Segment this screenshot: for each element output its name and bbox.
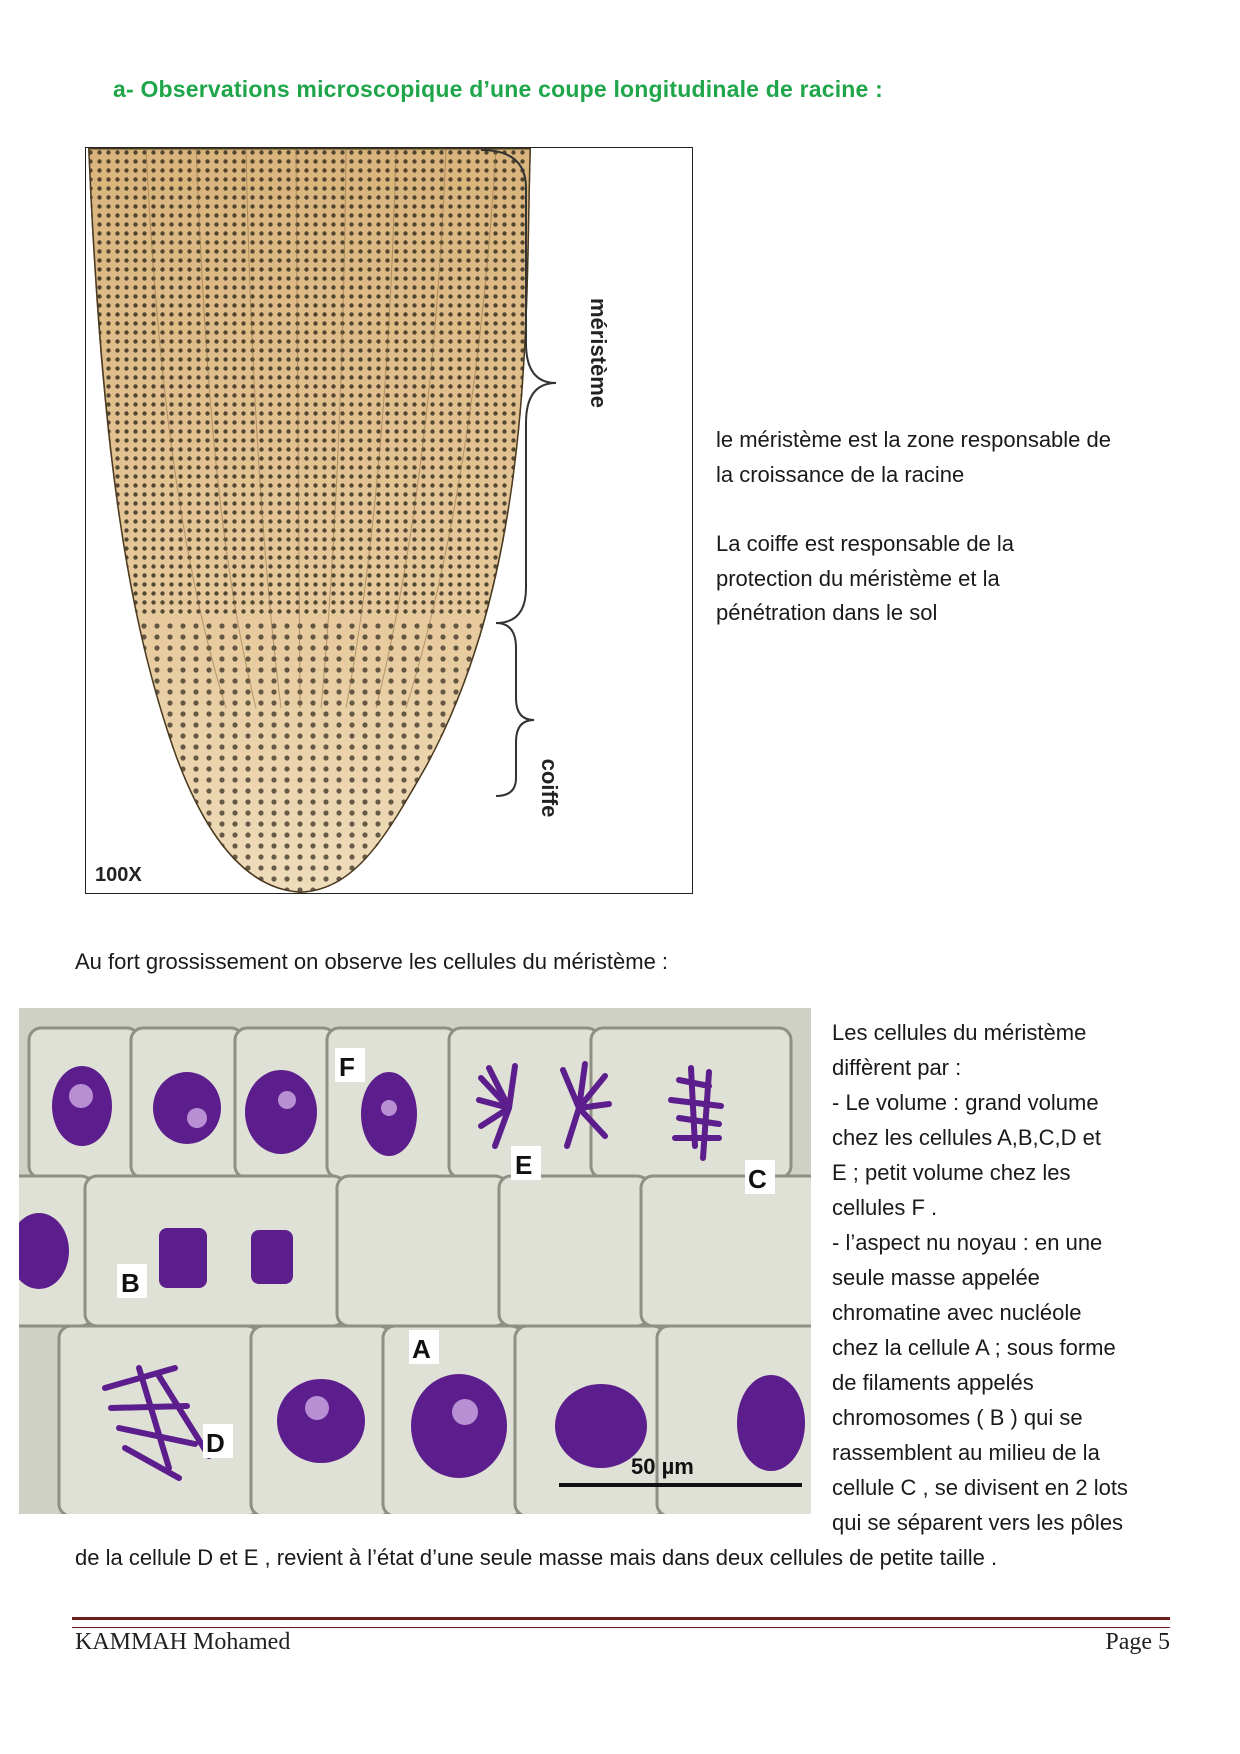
cap-label: coiffe xyxy=(537,758,562,818)
meristem-text-line-2: la croissance de la racine xyxy=(716,462,965,487)
cells-text-line-8: seule masse appelée xyxy=(832,1265,1040,1290)
cell-label-e: E xyxy=(515,1150,533,1180)
cell-label-b: B xyxy=(121,1268,140,1298)
footer-page-number: Page 5 xyxy=(1105,1629,1170,1655)
meristem-label: méristème xyxy=(586,297,611,409)
meristem-text-line-1: le méristème est la zone responsable de xyxy=(716,427,1111,452)
footer-rule xyxy=(72,1617,1170,1628)
cap-text-line-3: pénétration dans le sol xyxy=(716,600,938,625)
cell-label-c: C xyxy=(748,1164,767,1194)
magnification-label: 100X xyxy=(95,864,142,886)
cells-text-line-13: rassemblent au milieu de la xyxy=(832,1440,1100,1465)
cells-text-line-7: - l’aspect nu noyau : en une xyxy=(832,1230,1103,1255)
cells-text-line-1: Les cellules du méristème xyxy=(832,1020,1087,1045)
intro-line: Au fort grossissement on observe les cellules du méristème : xyxy=(75,949,669,974)
cells-text-line-14: cellule C , se divisent en 2 lots xyxy=(832,1475,1128,1500)
section-heading: a- Observations microscopique d’une coupe longitudinale de racine : xyxy=(113,76,883,102)
cell-label-f: F xyxy=(339,1052,355,1082)
cap-text-line-2: protection du méristème et la xyxy=(716,566,1000,591)
cells-text-line-5: E ; petit volume chez les xyxy=(832,1160,1071,1185)
meristem-cells-figure xyxy=(19,1008,811,1514)
cells-text-line-9: chromatine avec nucléole xyxy=(832,1300,1082,1325)
cells-text-line-11: de filaments appelés xyxy=(832,1370,1034,1395)
root-tip-image xyxy=(86,148,546,893)
cells-text-line-4: chez les cellules A,B,C,D et xyxy=(832,1125,1102,1150)
cap-text-line-1: La coiffe est responsable de la xyxy=(716,531,1015,556)
cells-text-line-2: diffèrent par : xyxy=(832,1055,962,1080)
final-line: de la cellule D et E , revient à l’état d’une seule masse mais dans deux cellules de petite taille . xyxy=(75,1545,998,1570)
cell-label-d: D xyxy=(206,1428,225,1458)
scale-label: 50 µm xyxy=(631,1454,694,1479)
cells-text-line-12: chromosomes ( B ) qui se xyxy=(832,1405,1083,1430)
cells-text-line-15: qui se séparent vers les pôles xyxy=(832,1510,1124,1535)
root-section-figure xyxy=(85,147,693,894)
cells-text-line-3: - Le volume : grand volume xyxy=(832,1090,1099,1115)
cell-label-a: A xyxy=(412,1334,431,1364)
cells-text-line-6: cellules F . xyxy=(832,1195,938,1220)
cells-text-line-10: chez la cellule A ; sous forme xyxy=(832,1335,1116,1360)
footer-author: KAMMAH Mohamed xyxy=(75,1629,291,1655)
